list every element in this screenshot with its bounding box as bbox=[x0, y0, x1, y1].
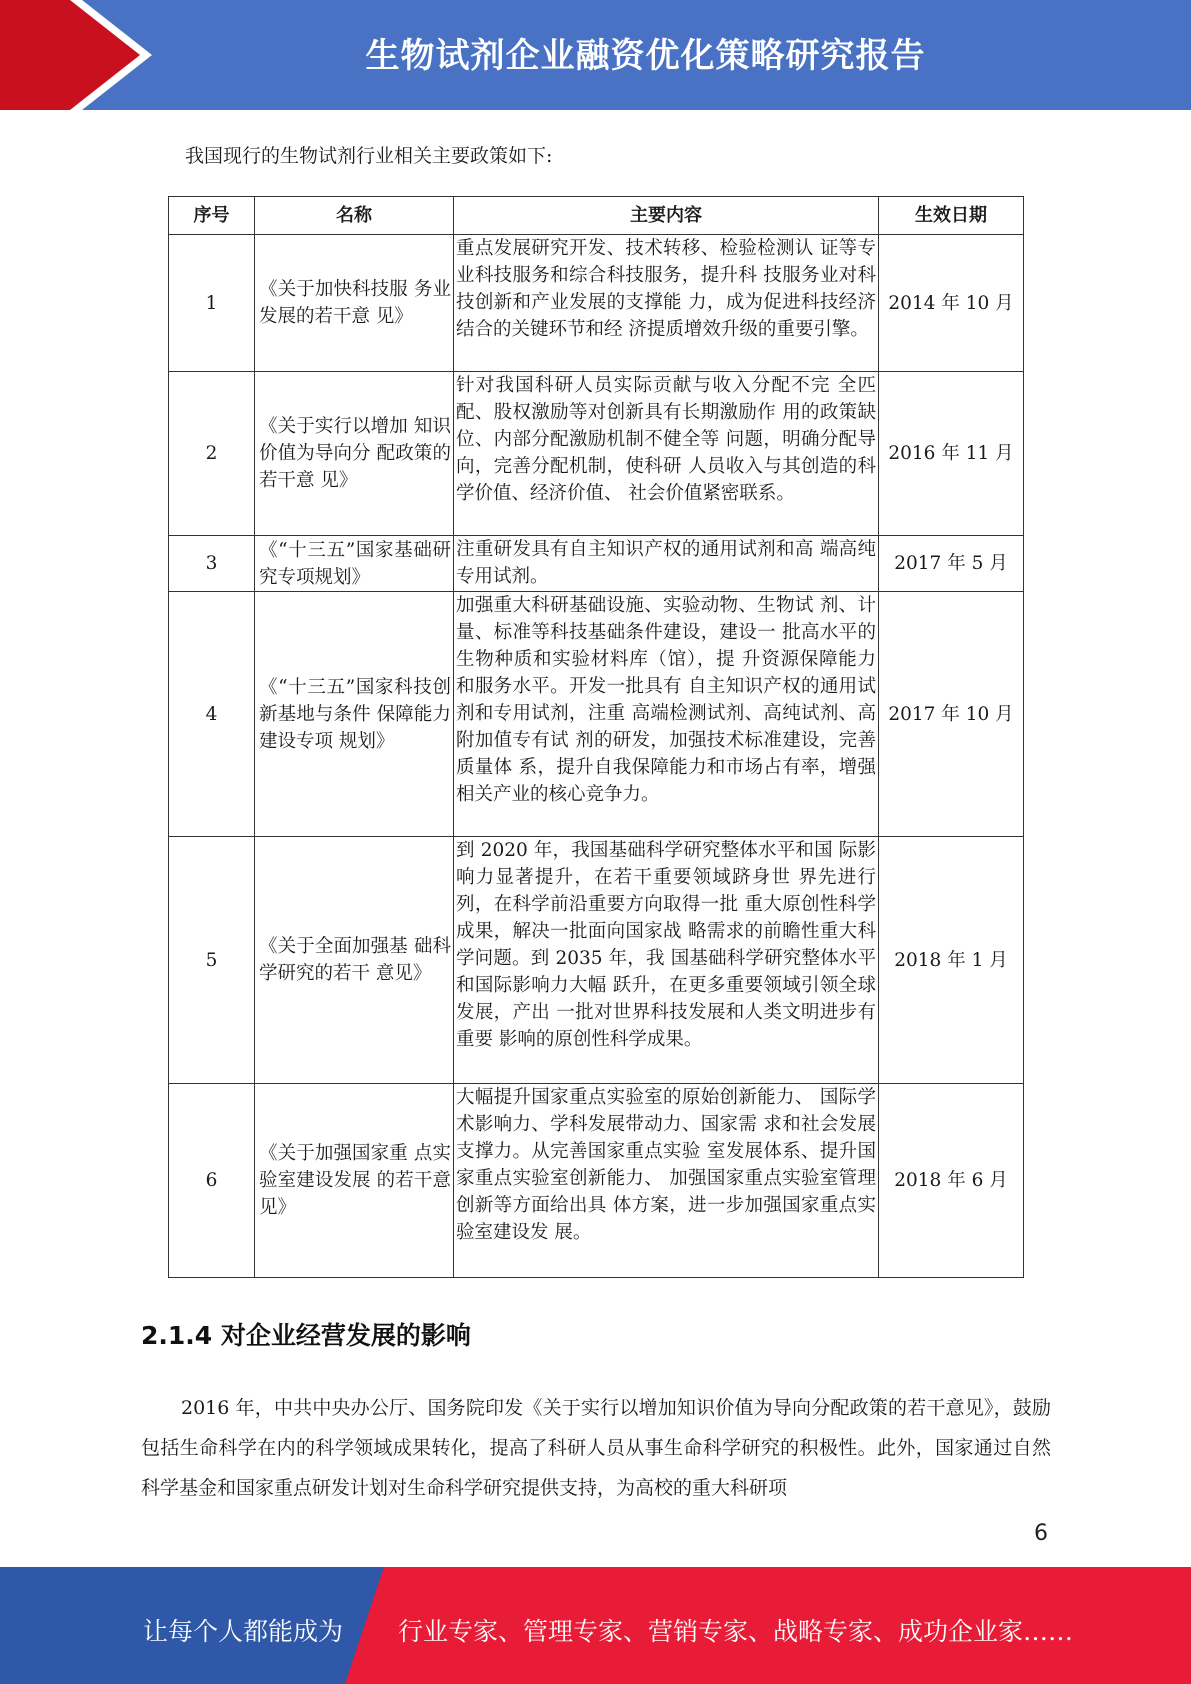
header-banner bbox=[0, 0, 1191, 110]
effective-date: 2014 年 10 月 bbox=[879, 235, 1024, 372]
policy-content: 到 2020 年，我国基础科学研究整体水平和国 际影响力显著提升，在若干重要领域跻身世 界先进行列，在科学前沿重要方向取得一批 重大原创性科学成果，解决一批面向国家战 略需求的前瞻性重大科学问题。到 2035 年，我 国基础科学研究整体水平和国际影响力大幅 跃升，在更多重要领域引领全球发展，产出 一批对世界科技发展和人类文明进步有重要 影响的原创性科学成果。 bbox=[454, 837, 879, 1084]
footer-banner bbox=[0, 1567, 1191, 1684]
table-row bbox=[169, 1084, 1024, 1278]
table-header-row bbox=[169, 197, 1024, 235]
row-number: 5 bbox=[169, 837, 255, 1084]
policy-content: 针对我国科研人员实际贡献与收入分配不完 全匹配、股权激励等对创新具有长期激励作 用的政策缺位、内部分配激励机制不健全等 问题，明确分配导向，完善分配机制，使科研 人员收入与其创造的科学价值、经济价值、 社会价值紧密联系。 bbox=[454, 372, 879, 536]
policy-name: 《“十三五”国家科技创新基地与条件 保障能力建设专项 规划》 bbox=[255, 592, 454, 837]
policy-content: 大幅提升国家重点实验室的原始创新能力、 国际学术影响力、学科发展带动力、国家需 求和社会发展支撑力。从完善国家重点实验 室发展体系、提升国家重点实验室创新能力、 加强国家重点实验室管理创新等方面给出具 体方案，进一步加强国家重点实验室建设发 展。 bbox=[454, 1084, 879, 1278]
table-row bbox=[169, 372, 1024, 536]
intro-text: 我国现行的生物试剂行业相关主要政策如下: bbox=[185, 145, 553, 167]
policy-name: 《关于全面加强基 础科学研究的若干 意见》 bbox=[255, 837, 454, 1084]
policy-content: 重点发展研究开发、技术转移、检验检测认 证等专业科技服务和综合科技服务，提升科 技服务业对科技创新和产业发展的支撑能 力，成为促进科技经济结合的关键环节和经 济提质增效升级的重要引擎。 bbox=[454, 235, 879, 372]
table-row bbox=[169, 837, 1024, 1084]
policy-name: 《关于加强国家重 点实验室建设发展 的若干意见》 bbox=[255, 1084, 454, 1278]
table-row bbox=[169, 235, 1024, 372]
header-name: 名称 bbox=[255, 197, 454, 235]
table-row bbox=[169, 536, 1024, 592]
policy-table bbox=[168, 196, 1024, 1278]
policy-content: 加强重大科研基础设施、实验动物、生物试 剂、计量、标准等科技基础条件建设，建设一 批高水平的生物种质和实验材料库（馆），提 升资源保障能力和服务水平。开发一批具有 自主知识产权的通用试剂和专用试剂，注重 高端检测试剂、高纯试剂、高附加值专有试 剂的研发，加强技术标准建设，完善质量体 系，提升自我保障能力和市场占有率，增强 相关产业的核心竞争力。 bbox=[454, 592, 879, 837]
header-date: 生效日期 bbox=[879, 197, 1024, 235]
body-paragraph: 2016 年，中共中央办公厅、国务院印发《关于实行以增加知识价值为导向分配政策的若干意见》，鼓励包括生命科学在内的科学领域成果转化，提高了科研人员从事生命科学研究的积极性。此外，国家通过自然科学基金和国家重点研发计划对生命科学研究提供支持，为高校的重大科研项 bbox=[141, 1397, 1051, 1499]
section-heading: 2.1.4 对企业经营发展的影响 bbox=[141, 1321, 471, 1350]
row-number: 6 bbox=[169, 1084, 255, 1278]
page-number: 6 bbox=[1034, 1521, 1048, 1546]
row-number: 3 bbox=[169, 536, 255, 592]
effective-date: 2016 年 11 月 bbox=[879, 372, 1024, 536]
effective-date: 2017 年 5 月 bbox=[879, 536, 1024, 592]
effective-date: 2017 年 10 月 bbox=[879, 592, 1024, 837]
row-number: 2 bbox=[169, 372, 255, 536]
header-content: 主要内容 bbox=[454, 197, 879, 235]
policy-name: 《关于实行以增加 知识价值为导向分 配政策的若干意 见》 bbox=[255, 372, 454, 536]
header-number: 序号 bbox=[169, 197, 255, 235]
policy-name: 《关于加快科技服 务业发展的若干意 见》 bbox=[255, 235, 454, 372]
footer-slogan-left: 让每个人都能成为 bbox=[143, 1617, 344, 1646]
report-title: 生物试剂企业融资优化策略研究报告 bbox=[365, 36, 926, 76]
row-number: 4 bbox=[169, 592, 255, 837]
policy-name: 《“十三五”国家基础研究专项规划》 bbox=[255, 536, 454, 592]
row-number: 1 bbox=[169, 235, 255, 372]
effective-date: 2018 年 6 月 bbox=[879, 1084, 1024, 1278]
policy-content: 注重研发具有自主知识产权的通用试剂和高 端高纯专用试剂。 bbox=[454, 536, 879, 592]
footer-slogan-right: 行业专家、管理专家、营销专家、战略专家、成功企业家…… bbox=[398, 1617, 1074, 1646]
table-row bbox=[169, 592, 1024, 837]
effective-date: 2018 年 1 月 bbox=[879, 837, 1024, 1084]
